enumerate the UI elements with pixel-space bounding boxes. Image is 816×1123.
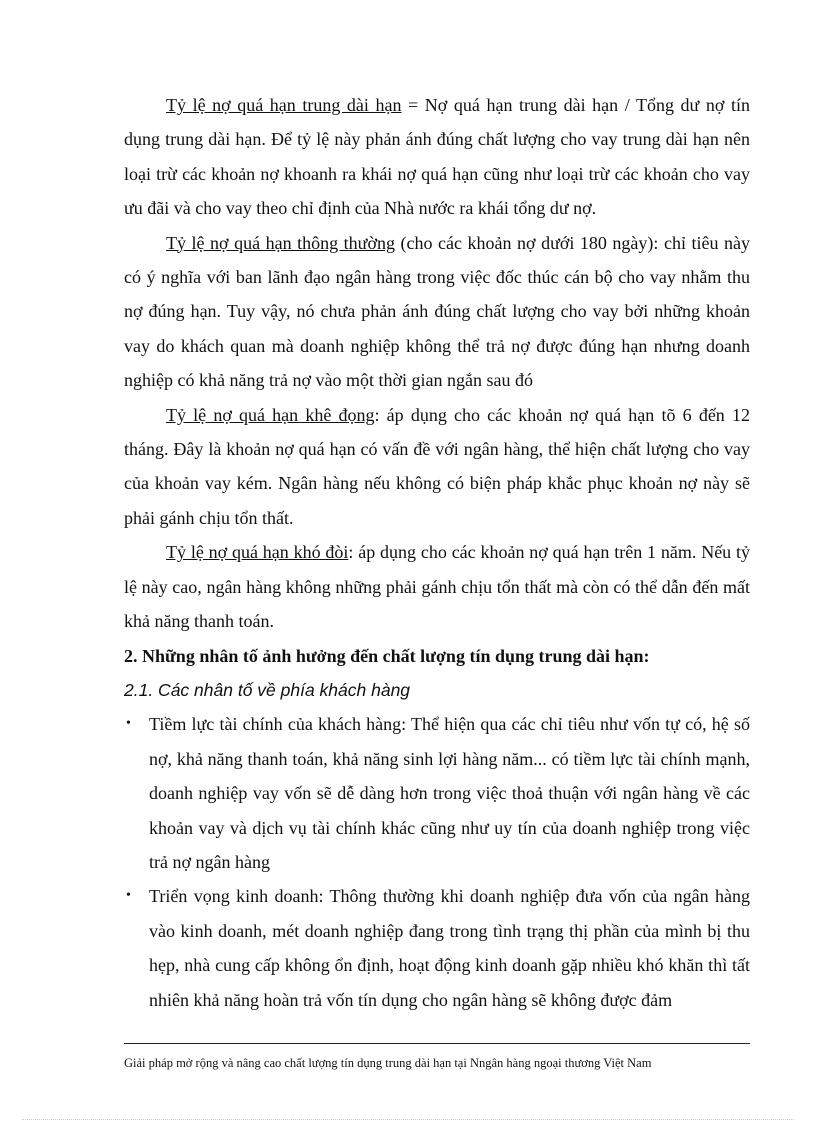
term-overdue-ratio-normal: Tỷ lệ nợ quá hạn thông thường xyxy=(166,232,395,253)
subsection-heading: 2.1. Các nhân tố về phía khách hàng xyxy=(124,679,411,700)
list-item-text: Triển vọng kinh doanh: Thông thường khi doanh nghiệp đưa vốn của ngân hàng vào kinh doanh, mét doanh nghiệp đang trong tình trạng thị phần của mình bị thu hẹp, nhà cung cấp không ổn định, hoạt động kinh doanh gặp nhiều khó khăn thì tất nhiên khả năng hoàn trả vốn tín dụng cho ngân hàng sẽ không được đảm xyxy=(149,886,750,1010)
list-item-text: Tiềm lực tài chính của khách hàng: Thể hiện qua các chỉ tiêu như vốn tự có, hệ số nợ, khả năng thanh toán, khả năng sinh lợi hàng năm... có tiềm lực tài chính mạnh, doanh nghiệp vay vốn sẽ dễ dàng hơn trong việc thoả thuận với ngân hàng về các khoản vay và dịch vụ tài chính khác cũng như uy tín của doanh nghiệp trong việc trả nợ ngân hàng xyxy=(149,714,750,872)
page-footer: Giải pháp mở rộng và nâng cao chất lượng tín dụng trung dài hạn tại Nngân hàng ngoại thương Việt Nam xyxy=(124,1056,652,1070)
bullet-icon: • xyxy=(126,888,131,904)
paragraph-text: : áp dụng cho các khoản nợ quá hạn tõ 6 đến 12 tháng. Đây là khoản nợ quá hạn có vấn đề với ngân hàng, thể hiện chất lượng cho vay của khoản vay kém. Ngân hàng nếu không có biện pháp khắc phục khoản nợ này sẽ phải gánh chịu tổn thất. xyxy=(124,404,750,528)
list-item xyxy=(124,707,750,879)
page-edge-divider xyxy=(22,1119,794,1120)
term-overdue-ratio-medium-long-term: Tỷ lệ nợ quá hạn trung dài hạn xyxy=(166,95,402,115)
term-overdue-ratio-bad-debt: Tỷ lệ nợ quá hạn khó đòi xyxy=(166,542,349,563)
paragraph-overdue-ratio-medium-long-term xyxy=(124,88,750,226)
factor-list xyxy=(124,707,750,1017)
term-overdue-ratio-stagnant: Tỷ lệ nợ quá hạn khê đọng xyxy=(166,404,375,425)
paragraph-overdue-ratio-bad-debt xyxy=(124,535,750,638)
paragraph-text: = Nợ quá hạn trung dài hạn / Tổng dư nợ tín dụng trung dài hạn. Để tỷ lệ này phản ánh đúng chất lượng cho vay trung dài hạn nên loại trừ các khoản nợ khoanh ra khái nợ quá hạn cũng như loại trừ các khoản cho vay ưu đãi và cho vay theo chỉ định của Nhà nước ra khái tổng dư nợ. xyxy=(124,95,750,219)
bullet-icon: • xyxy=(126,716,131,732)
section-heading: 2. Những nhân tố ảnh hưởng đến chất lượng tín dụng trung dài hạn: xyxy=(124,645,650,666)
paragraph-text: (cho các khoản nợ dưới 180 ngày): chỉ tiêu này có ý nghĩa với ban lãnh đạo ngân hàng trong việc đốc thúc cán bộ cho vay nhằm thu nợ đúng hạn. Tuy vậy, nó chưa phản ánh đúng chất lượng cho vay bởi những khoản vay do khách quan mà doanh nghiệp không thể trả nợ được đúng hạn nhưng doanh nghiệp có khả năng trả nợ vào một thời gian ngắn sau đó xyxy=(124,232,750,391)
document-body xyxy=(124,88,750,1017)
paragraph-overdue-ratio-normal xyxy=(124,226,750,398)
paragraph-text: : áp dụng cho các khoản nợ quá hạn trên 1 năm. Nếu tỷ lệ này cao, ngân hàng không những phải gánh chịu tổn thất mà còn có thể dẫn đến mất khả năng thanh toán. xyxy=(124,542,750,632)
list-item xyxy=(124,879,750,1017)
paragraph-overdue-ratio-stagnant xyxy=(124,398,750,536)
footer-divider xyxy=(124,1043,750,1044)
